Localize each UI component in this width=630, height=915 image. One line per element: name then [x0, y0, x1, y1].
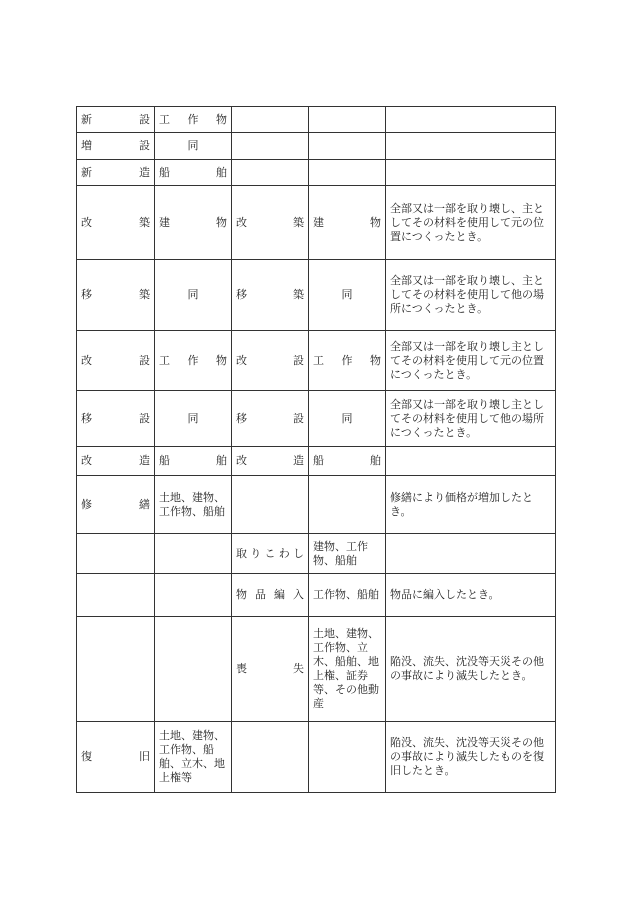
decrease-reason: 改 設 — [232, 331, 309, 391]
decrease-asset — [309, 133, 386, 160]
remarks: 全部又は一部を取り壊し主としてその材料を使用して他の場所につくったとき。 — [386, 391, 556, 447]
increase-asset: 同 — [155, 391, 232, 447]
decrease-asset — [309, 160, 386, 186]
increase-asset: 船 舶 — [155, 447, 232, 476]
asset-change-table — [76, 106, 556, 793]
decrease-reason — [232, 107, 309, 133]
remarks: 全部又は一部を取り壊し、主としてその材料を使用して元の位置につくったとき。 — [386, 186, 556, 260]
increase-reason: 改 築 — [77, 186, 155, 260]
decrease-reason — [232, 476, 309, 534]
decrease-reason — [232, 160, 309, 186]
decrease-reason: 移 設 — [232, 391, 309, 447]
remarks: 物品に編入したとき。 — [386, 574, 556, 617]
decrease-asset — [309, 722, 386, 793]
increase-asset: 工 作 物 — [155, 331, 232, 391]
decrease-asset: 土地、建物、工作物、立木、船舶、地上権、証券等、その他動産 — [309, 617, 386, 722]
table-row — [77, 617, 556, 722]
increase-reason — [77, 617, 155, 722]
decrease-reason — [232, 722, 309, 793]
decrease-asset: 建物、工作物、船舶 — [309, 534, 386, 574]
increase-reason: 改 造 — [77, 447, 155, 476]
remarks — [386, 534, 556, 574]
increase-asset: 船 舶 — [155, 160, 232, 186]
increase-asset: 建 物 — [155, 186, 232, 260]
decrease-reason: 改 築 — [232, 186, 309, 260]
table-row — [77, 476, 556, 534]
increase-asset — [155, 574, 232, 617]
increase-reason — [77, 534, 155, 574]
increase-reason: 新 造 — [77, 160, 155, 186]
remarks: 全部又は一部を取り壊し主としてその材料を使用して元の位置につくったとき。 — [386, 331, 556, 391]
decrease-asset: 工 作 物 — [309, 331, 386, 391]
table-row — [77, 534, 556, 574]
decrease-asset: 船 舶 — [309, 447, 386, 476]
remarks: 修繕により価格が増加したとき。 — [386, 476, 556, 534]
increase-asset: 土地、建物、工作物、船舶 — [155, 476, 232, 534]
decrease-reason: 喪 失 — [232, 617, 309, 722]
table-row — [77, 331, 556, 391]
decrease-reason — [232, 133, 309, 160]
table-row — [77, 186, 556, 260]
remarks: 陥没、流失、沈没等天災その他の事故により滅失したものを復旧したとき。 — [386, 722, 556, 793]
increase-reason — [77, 574, 155, 617]
increase-asset: 同 — [155, 260, 232, 331]
increase-asset — [155, 534, 232, 574]
increase-reason: 復 旧 — [77, 722, 155, 793]
increase-reason: 増 設 — [77, 133, 155, 160]
decrease-asset — [309, 107, 386, 133]
remarks — [386, 160, 556, 186]
increase-reason: 移 築 — [77, 260, 155, 331]
increase-asset: 工 作 物 — [155, 107, 232, 133]
decrease-asset: 建 物 — [309, 186, 386, 260]
remarks: 全部又は一部を取り壊し、主としてその材料を使用して他の場所につくったとき。 — [386, 260, 556, 331]
remarks — [386, 107, 556, 133]
remarks — [386, 133, 556, 160]
table-row — [77, 107, 556, 133]
table-row — [77, 160, 556, 186]
decrease-asset: 同 — [309, 260, 386, 331]
decrease-reason: 移 築 — [232, 260, 309, 331]
increase-reason: 改 設 — [77, 331, 155, 391]
table-row — [77, 722, 556, 793]
decrease-reason: 改 造 — [232, 447, 309, 476]
decrease-reason: 取りこわし — [232, 534, 309, 574]
decrease-asset — [309, 476, 386, 534]
increase-asset: 土地、建物、工作物、船舶、立木、地上権等 — [155, 722, 232, 793]
increase-asset — [155, 617, 232, 722]
decrease-asset: 工作物、船舶 — [309, 574, 386, 617]
table-row — [77, 391, 556, 447]
table-row — [77, 447, 556, 476]
table-row — [77, 133, 556, 160]
increase-asset: 同 — [155, 133, 232, 160]
increase-reason: 新 設 — [77, 107, 155, 133]
increase-reason: 修 繕 — [77, 476, 155, 534]
remarks: 陥没、流失、沈没等天災その他の事故により滅失したとき。 — [386, 617, 556, 722]
table-row — [77, 260, 556, 331]
remarks — [386, 447, 556, 476]
increase-reason: 移 設 — [77, 391, 155, 447]
table-row — [77, 574, 556, 617]
decrease-reason: 物品編入 — [232, 574, 309, 617]
decrease-asset: 同 — [309, 391, 386, 447]
